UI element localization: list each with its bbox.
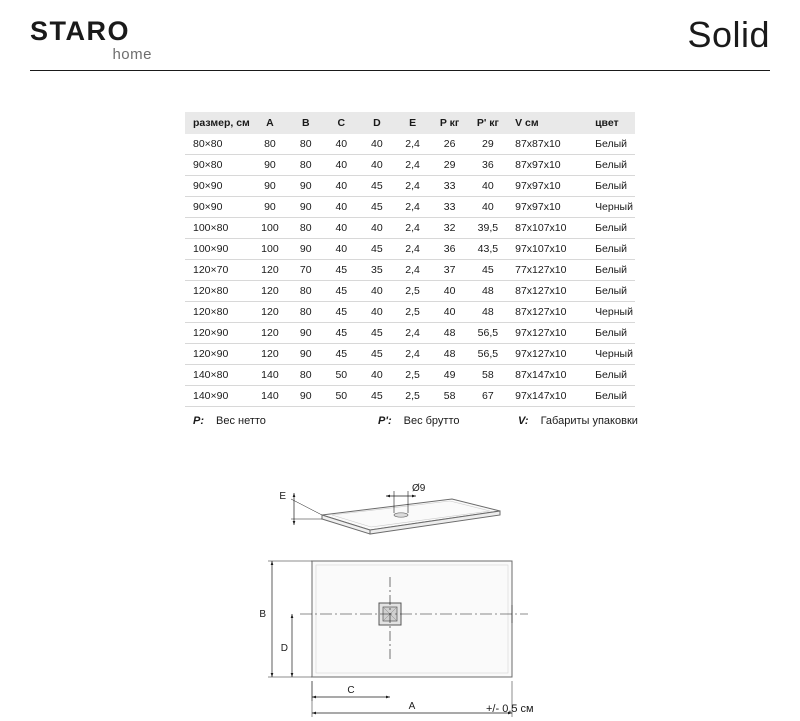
cell-e: 2,5 xyxy=(395,386,431,407)
cell-size: 120×90 xyxy=(185,344,252,365)
cell-c: 40 xyxy=(324,197,360,218)
col-header-v: V см xyxy=(507,112,585,134)
legend-text-p-gross: Вес брутто xyxy=(403,415,460,427)
cell-v: 87x107x10 xyxy=(507,218,585,239)
cell-p-gross: 40 xyxy=(469,197,507,218)
col-header-p-gross: P' кг xyxy=(469,112,507,134)
cell-a: 120 xyxy=(252,344,288,365)
cell-b: 80 xyxy=(288,134,324,155)
cell-size: 120×80 xyxy=(185,281,252,302)
cell-b: 90 xyxy=(288,386,324,407)
label-drain-diameter: Ø9 xyxy=(412,483,426,494)
col-header-p: P кг xyxy=(431,112,469,134)
cell-v: 97x127x10 xyxy=(507,344,585,365)
cell-c: 45 xyxy=(324,281,360,302)
col-header-a: A xyxy=(252,112,288,134)
cell-e: 2,4 xyxy=(395,239,431,260)
cell-d: 40 xyxy=(359,302,395,323)
col-header-size: размер, см xyxy=(185,112,252,134)
cell-size: 100×90 xyxy=(185,239,252,260)
cell-p: 58 xyxy=(431,386,469,407)
technical-drawings xyxy=(0,455,800,721)
cell-v: 87x127x10 xyxy=(507,281,585,302)
table-row xyxy=(185,365,635,386)
cell-p: 32 xyxy=(431,218,469,239)
cell-size: 140×80 xyxy=(185,365,252,386)
cell-p-gross: 56,5 xyxy=(469,344,507,365)
legend-key-p: P: xyxy=(193,415,204,427)
col-header-color: цвет xyxy=(585,112,635,134)
col-header-e: E xyxy=(395,112,431,134)
cell-a: 80 xyxy=(252,134,288,155)
cell-color: Черный xyxy=(585,197,635,218)
table-row xyxy=(185,386,635,407)
legend-text-v: Габариты упаковки xyxy=(540,415,638,427)
cell-d: 45 xyxy=(359,176,395,197)
cell-v: 87x97x10 xyxy=(507,155,585,176)
cell-e: 2,4 xyxy=(395,260,431,281)
cell-a: 120 xyxy=(252,281,288,302)
cell-color: Черный xyxy=(585,302,635,323)
cell-d: 35 xyxy=(359,260,395,281)
cell-size: 120×90 xyxy=(185,323,252,344)
legend-key-p-gross: P': xyxy=(378,415,392,427)
legend-item-gross-weight xyxy=(378,415,460,427)
cell-p-gross: 36 xyxy=(469,155,507,176)
cell-a: 140 xyxy=(252,386,288,407)
page-header xyxy=(0,0,800,70)
cell-c: 40 xyxy=(324,155,360,176)
cell-e: 2,4 xyxy=(395,344,431,365)
label-e: E xyxy=(279,491,286,502)
legend-item-package-size xyxy=(518,415,638,427)
cell-c: 45 xyxy=(324,302,360,323)
cell-p-gross: 39,5 xyxy=(469,218,507,239)
cell-p-gross: 48 xyxy=(469,302,507,323)
table-row xyxy=(185,323,635,344)
cell-color: Белый xyxy=(585,365,635,386)
cell-p: 40 xyxy=(431,281,469,302)
cell-v: 97x107x10 xyxy=(507,239,585,260)
cell-e: 2,4 xyxy=(395,155,431,176)
cell-size: 140×90 xyxy=(185,386,252,407)
cell-color: Белый xyxy=(585,239,635,260)
spec-table-wrapper xyxy=(185,112,635,407)
cell-a: 90 xyxy=(252,155,288,176)
cell-b: 80 xyxy=(288,281,324,302)
cell-p: 37 xyxy=(431,260,469,281)
cell-p: 26 xyxy=(431,134,469,155)
table-row xyxy=(185,218,635,239)
table-row xyxy=(185,344,635,365)
label-a: A xyxy=(408,701,416,712)
spec-table xyxy=(185,112,635,407)
page-title: Solid xyxy=(687,14,770,55)
side-view xyxy=(279,483,500,534)
cell-e: 2,5 xyxy=(395,281,431,302)
cell-a: 90 xyxy=(252,176,288,197)
cell-p-gross: 67 xyxy=(469,386,507,407)
cell-size: 100×80 xyxy=(185,218,252,239)
table-row xyxy=(185,197,635,218)
cell-b: 80 xyxy=(288,218,324,239)
cell-d: 40 xyxy=(359,281,395,302)
cell-c: 40 xyxy=(324,239,360,260)
cell-a: 120 xyxy=(252,323,288,344)
drawing-svg xyxy=(0,455,800,721)
label-b: B xyxy=(259,609,266,620)
cell-c: 50 xyxy=(324,386,360,407)
cell-c: 40 xyxy=(324,218,360,239)
cell-c: 45 xyxy=(324,344,360,365)
cell-e: 2,4 xyxy=(395,197,431,218)
cell-v: 97x127x10 xyxy=(507,323,585,344)
cell-v: 97x97x10 xyxy=(507,197,585,218)
cell-p-gross: 40 xyxy=(469,176,507,197)
cell-size: 80×80 xyxy=(185,134,252,155)
cell-v: 97x97x10 xyxy=(507,176,585,197)
cell-c: 50 xyxy=(324,365,360,386)
legend-text-p: Вес нетто xyxy=(216,415,266,427)
cell-v: 87x147x10 xyxy=(507,365,585,386)
cell-v: 77x127x10 xyxy=(507,260,585,281)
cell-p-gross: 58 xyxy=(469,365,507,386)
cell-color: Белый xyxy=(585,323,635,344)
cell-c: 40 xyxy=(324,176,360,197)
table-row xyxy=(185,134,635,155)
cell-color: Белый xyxy=(585,260,635,281)
table-row xyxy=(185,281,635,302)
col-header-b: B xyxy=(288,112,324,134)
cell-color: Белый xyxy=(585,176,635,197)
cell-d: 45 xyxy=(359,323,395,344)
cell-c: 40 xyxy=(324,134,360,155)
cell-d: 40 xyxy=(359,218,395,239)
cell-d: 40 xyxy=(359,365,395,386)
cell-color: Белый xyxy=(585,218,635,239)
table-row xyxy=(185,239,635,260)
brand-logo-main: STARO xyxy=(30,16,130,46)
cell-b: 90 xyxy=(288,239,324,260)
cell-e: 2,4 xyxy=(395,176,431,197)
brand-logo-sub: home xyxy=(112,46,152,63)
legend-item-net-weight xyxy=(193,415,266,427)
tolerance-note: +/- 0,5 см xyxy=(486,703,534,715)
cell-b: 80 xyxy=(288,155,324,176)
cell-d: 40 xyxy=(359,134,395,155)
cell-a: 120 xyxy=(252,302,288,323)
cell-p: 40 xyxy=(431,302,469,323)
cell-d: 40 xyxy=(359,155,395,176)
cell-d: 45 xyxy=(359,197,395,218)
cell-e: 2,5 xyxy=(395,365,431,386)
cell-d: 45 xyxy=(359,386,395,407)
cell-v: 87x87x10 xyxy=(507,134,585,155)
cell-color: Белый xyxy=(585,155,635,176)
cell-color: Белый xyxy=(585,134,635,155)
cell-b: 90 xyxy=(288,197,324,218)
table-row xyxy=(185,302,635,323)
cell-p-gross: 48 xyxy=(469,281,507,302)
cell-e: 2,4 xyxy=(395,323,431,344)
cell-b: 80 xyxy=(288,365,324,386)
cell-e: 2,4 xyxy=(395,134,431,155)
legend-key-v: V: xyxy=(518,415,529,427)
cell-size: 120×70 xyxy=(185,260,252,281)
cell-d: 45 xyxy=(359,344,395,365)
label-d: D xyxy=(280,643,288,654)
table-row xyxy=(185,155,635,176)
cell-p: 33 xyxy=(431,197,469,218)
cell-c: 45 xyxy=(324,260,360,281)
cell-b: 90 xyxy=(288,176,324,197)
cell-b: 90 xyxy=(288,323,324,344)
table-header-row xyxy=(185,112,635,134)
header-divider xyxy=(30,70,770,71)
cell-p: 49 xyxy=(431,365,469,386)
spec-table-head xyxy=(185,112,635,134)
table-row xyxy=(185,176,635,197)
cell-p: 33 xyxy=(431,176,469,197)
cell-v: 87x127x10 xyxy=(507,302,585,323)
cell-a: 100 xyxy=(252,218,288,239)
cell-p-gross: 56,5 xyxy=(469,323,507,344)
cell-a: 140 xyxy=(252,365,288,386)
cell-a: 100 xyxy=(252,239,288,260)
cell-size: 120×80 xyxy=(185,302,252,323)
col-header-d: D xyxy=(359,112,395,134)
cell-c: 45 xyxy=(324,323,360,344)
label-c: C xyxy=(347,685,355,696)
cell-color: Белый xyxy=(585,386,635,407)
cell-p: 48 xyxy=(431,344,469,365)
cell-d: 45 xyxy=(359,239,395,260)
cell-p-gross: 45 xyxy=(469,260,507,281)
cell-v: 97x147x10 xyxy=(507,386,585,407)
cell-p-gross: 43,5 xyxy=(469,239,507,260)
col-header-c: C xyxy=(324,112,360,134)
cell-a: 90 xyxy=(252,197,288,218)
cell-e: 2,4 xyxy=(395,218,431,239)
brand-logo xyxy=(30,18,200,62)
cell-size: 90×90 xyxy=(185,197,252,218)
top-view xyxy=(259,561,528,717)
cell-p-gross: 29 xyxy=(469,134,507,155)
cell-p: 29 xyxy=(431,155,469,176)
cell-color: Белый xyxy=(585,281,635,302)
cell-e: 2,5 xyxy=(395,302,431,323)
cell-b: 70 xyxy=(288,260,324,281)
cell-p: 36 xyxy=(431,239,469,260)
table-row xyxy=(185,260,635,281)
cell-b: 90 xyxy=(288,344,324,365)
cell-size: 90×90 xyxy=(185,176,252,197)
cell-color: Черный xyxy=(585,344,635,365)
cell-p: 48 xyxy=(431,323,469,344)
cell-size: 90×80 xyxy=(185,155,252,176)
spec-table-body xyxy=(185,134,635,407)
cell-a: 120 xyxy=(252,260,288,281)
cell-b: 80 xyxy=(288,302,324,323)
